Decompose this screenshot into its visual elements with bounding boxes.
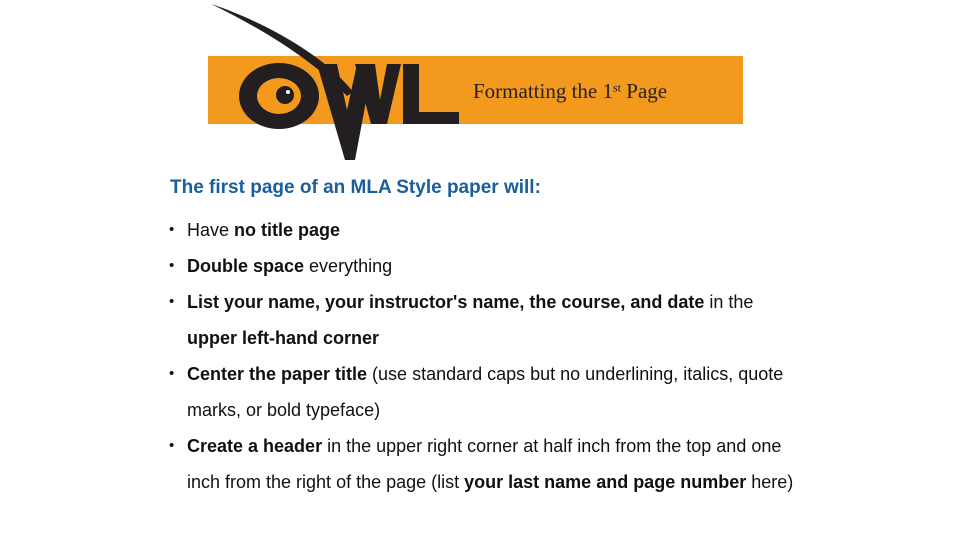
list-item (168, 284, 808, 356)
text: (use standard caps but no underlining, italics, quote marks, or bold typeface) (187, 364, 784, 420)
bold-text: upper left-hand corner (187, 328, 380, 348)
intro-heading: The first page of an MLA Style paper will: (170, 177, 541, 198)
text: in the (704, 292, 754, 312)
bold-text: Create a header (187, 436, 323, 456)
list-item (168, 248, 808, 284)
bold-text: Double space (187, 256, 305, 276)
banner-title: Formatting the 1st Page (473, 79, 668, 103)
bold-text: Center the paper title (187, 364, 368, 384)
rules-list (168, 212, 808, 500)
bold-text: List your name, your instructor's name, the course, and date (187, 292, 705, 312)
list-item (168, 428, 808, 500)
list-item (168, 212, 808, 248)
text: here) (746, 472, 794, 492)
list-item (168, 356, 808, 428)
text: in the upper right corner at half inch from the top and one inch from the right of the page (list (187, 436, 782, 492)
text: everything (304, 256, 393, 276)
bold-text: no title page (234, 220, 341, 240)
text: Have (187, 220, 235, 240)
bold-text: your last name and page number (464, 472, 747, 492)
owl-logo (205, 0, 465, 165)
